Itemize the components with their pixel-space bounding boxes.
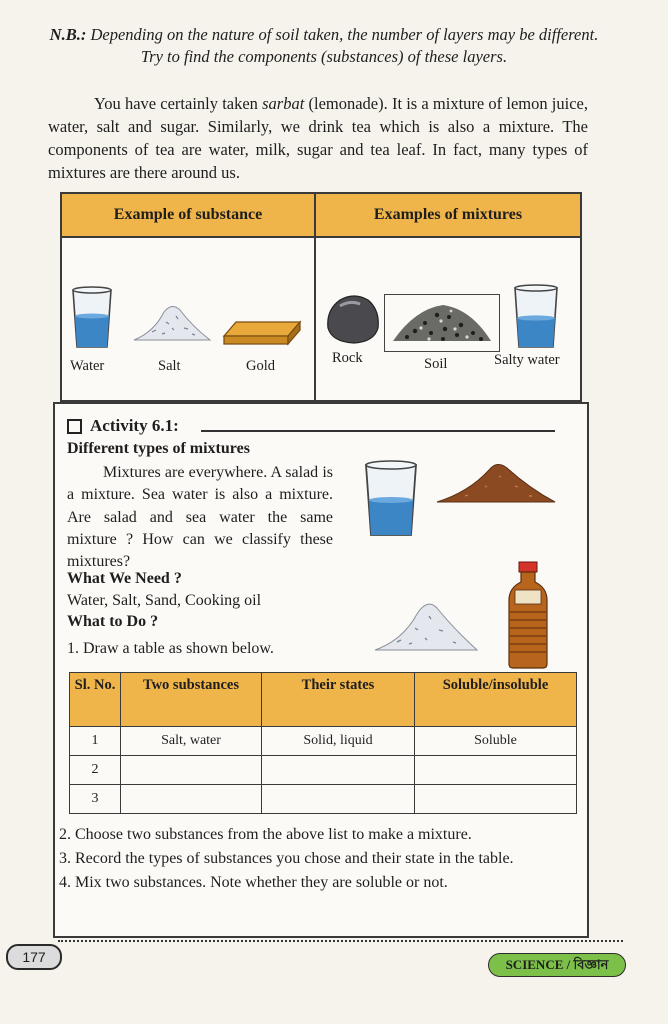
table-cell: 2: [70, 756, 121, 785]
table-row: [70, 727, 577, 756]
examples-col2-header: Examples of mixtures: [316, 194, 580, 238]
table-cell: 1: [70, 727, 121, 756]
activity-paragraph-text: Mixtures are everywhere. A salad is a mixture. Sea water is also a mixture. Are salad and sea water the same mixture ? How can we classify these mixtures?: [67, 464, 333, 571]
mixture-label-soil: Soil: [424, 356, 448, 372]
table-cell: 3: [70, 785, 121, 814]
substance-label-gold: Gold: [246, 358, 275, 374]
table-cell: [415, 785, 577, 814]
nb-label: N.B.:: [49, 25, 87, 44]
activity-table-header-sl: Sl. No.: [70, 673, 121, 727]
rock-icon: [324, 292, 382, 346]
mixture-label-salty-water: Salty water: [494, 352, 560, 368]
step-2: 2. Choose two substances from the above list to make a mixture.: [59, 826, 472, 843]
soil-pile-icon: [385, 295, 499, 351]
table-cell: Solid, liquid: [262, 727, 415, 756]
table-cell: Salt, water: [121, 727, 262, 756]
step-3: 3. Record the types of substances you chose and their state in the table.: [59, 850, 514, 867]
footer-dotted-rule: [58, 940, 623, 942]
activity-subtitle: Different types of mixtures: [67, 440, 250, 457]
intro-paragraph: [48, 92, 588, 184]
activity-title-rule: [201, 430, 555, 432]
activity-title: [67, 416, 179, 436]
examples-divider: [314, 194, 316, 400]
intro-part2: (lemonade). It is a mixture of lemon juice, water, salt and sugar. Similarly, we drink tea which is also a mixture. The components of tea are water, milk, sugar and tea leaf. In fact, many types of mixtures are there around us.: [48, 94, 588, 182]
table-cell: [121, 785, 262, 814]
nb-text: Depending on the nature of soil taken, the number of layers may be different. Try to find the components (substances) of these layers.: [90, 25, 599, 66]
sand-pile-icon: [435, 456, 557, 506]
examples-col1-header: Example of substance: [62, 194, 314, 238]
activity-table-header-substances: Two substances: [121, 673, 262, 727]
step-4: 4. Mix two substances. Note whether they are soluble or not.: [59, 874, 448, 891]
salty-water-glass-icon: [512, 284, 560, 350]
step-1: 1. Draw a table as shown below.: [67, 640, 274, 657]
gold-bar-icon: [222, 316, 304, 346]
substance-label-salt: Salt: [158, 358, 181, 374]
subject-badge: SCIENCE / বিজ্ঞান: [488, 953, 626, 977]
activity-box: [53, 402, 589, 938]
page-number: 177: [6, 944, 62, 970]
activity-steps: [57, 824, 577, 896]
table-cell: [415, 756, 577, 785]
activity-paragraph: [67, 462, 333, 573]
water-glass-activity-icon: [363, 460, 419, 538]
table-cell: [121, 756, 262, 785]
substance-label-water: Water: [70, 358, 105, 374]
activity-table-header-soluble: Soluble/insoluble: [415, 673, 577, 727]
table-cell: [262, 785, 415, 814]
intro-italic: sarbat: [262, 94, 305, 113]
activity-table-header-states: Their states: [262, 673, 415, 727]
what-we-need-items: Water, Salt, Sand, Cooking oil: [67, 592, 262, 609]
examples-table: [60, 192, 582, 402]
mixture-label-rock: Rock: [332, 350, 363, 366]
salt-pile-icon: [132, 302, 212, 342]
table-row: [70, 756, 577, 785]
table-cell: Soluble: [415, 727, 577, 756]
checkbox-icon: [67, 419, 82, 434]
soil-image-frame: [384, 294, 500, 352]
nb-note: [44, 24, 604, 68]
water-glass-icon: [70, 286, 114, 350]
activity-title-text: Activity 6.1:: [90, 416, 179, 435]
intro-part1: You have certainly taken: [94, 94, 263, 113]
cooking-oil-bottle-icon: [505, 560, 551, 670]
table-row: [70, 785, 577, 814]
table-cell: [262, 756, 415, 785]
activity-table: [69, 672, 577, 814]
salt-pile-activity-icon: [373, 594, 479, 654]
what-we-need-heading: What We Need ?: [67, 570, 182, 587]
what-to-do-heading: What to Do ?: [67, 613, 159, 630]
